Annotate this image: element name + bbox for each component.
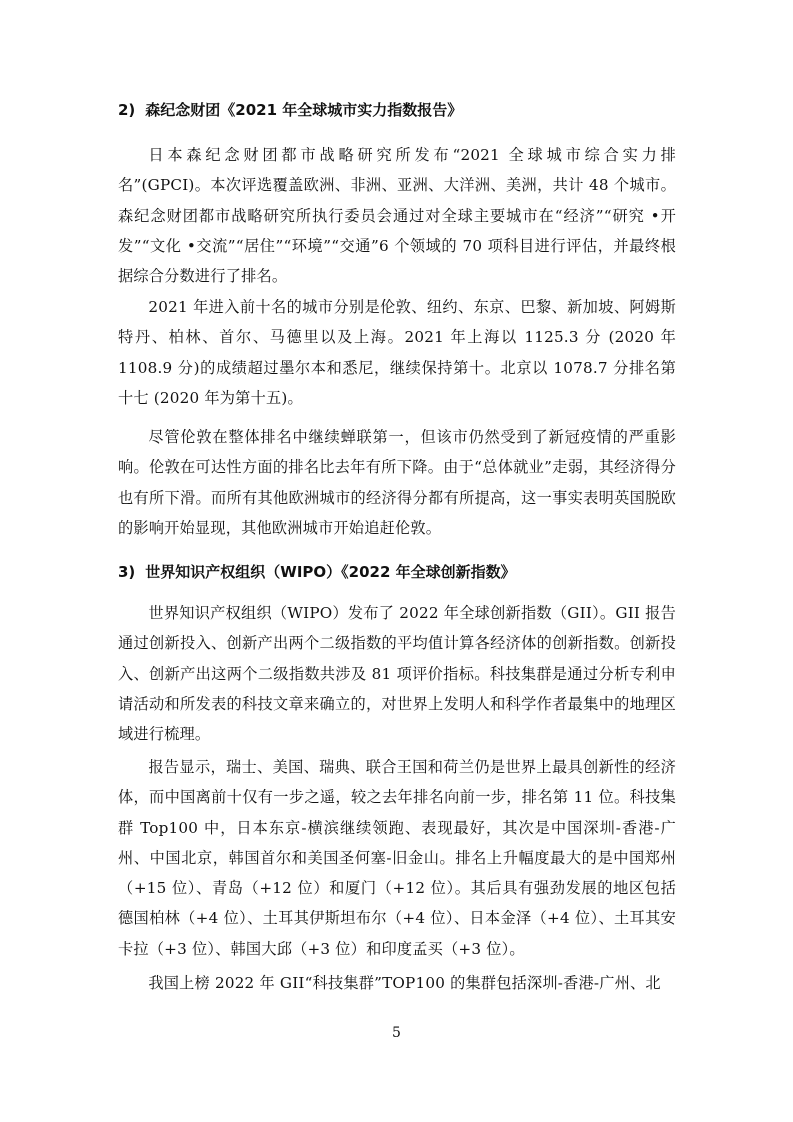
section-3-title: 世界知识产权组织（WIPO）《2022 年全球创新指数》 xyxy=(145,563,516,581)
section-3-paragraph-2: 报告显示，瑞士、美国、瑞典、联合王国和荷兰仍是世界上最具创新性的经济体，而中国离前十仅有一步之遥，较之去年排名向前一步，排名第 11 位。科技集群 Top100 中，日本东京-横滨继续领跑、表现最好，其次是中国深圳-香港-广州、中国北京，韩国首尔和美国圣何塞-旧金山。排名上升幅度最大的是中国郑州（+15 位）、青岛（+12 位）和厦门（+12 位）。其后具有强劲发展的地区包括德国柏林（+4 位）、土耳其伊斯坦布尔（+4 位）、日本金泽（+4 位）、土耳其安卡拉（+3 位）、韩国大邱（+3 位）和印度孟买（+3 位）。 xyxy=(118,758,676,958)
section-2-number: 2) xyxy=(118,101,136,119)
section-3-paragraph-1: 世界知识产权组织（WIPO）发布了 2022 年全球创新指数（GII）。GII 报告通过创新投入、创新产出两个二级指数的平均值计算各经济体的创新指数。创新投入、创新产出这两个二级指数共涉及 81 项评价指标。科技集群是通过分析专利申请活动和所发表的科技文章来确立的，对世界上发明人和科学作者最集中的地理区域进行梳理。 xyxy=(118,604,676,744)
page-number: 5 xyxy=(392,1025,401,1041)
section-2-paragraph-3: 尽管伦敦在整体排名中继续蝉联第一，但该市仍然受到了新冠疫情的严重影响。伦敦在可达性方面的排名比去年有所下降。由于“总体就业”走弱，其经济得分也有所下滑。而所有其他欧洲城市的经济得分都有所提高，这一事实表明英国脱欧的影响开始显现，其他欧洲城市开始追赶伦敦。 xyxy=(118,428,676,537)
section-2-paragraph-2: 2021 年进入前十名的城市分别是伦敦、纽约、东京、巴黎、新加坡、阿姆斯特丹、柏林、首尔、马德里以及上海。2021 年上海以 1125.3 分 (2020 年 1108.9 分)的成绩超过墨尔本和悉尼，继续保持第十。北京以 1078.7 分排名第十七 (2020 年为第十五)。 xyxy=(118,298,676,407)
section-2-heading xyxy=(118,100,462,120)
section-3-heading xyxy=(118,562,516,582)
section-3-number: 3) xyxy=(118,563,136,581)
section-3-paragraph-3: 我国上榜 2022 年 GII“科技集群”TOP100 的集群包括深圳-香港-广州、北 xyxy=(148,974,661,992)
section-2-paragraph-1: 日本森纪念财团都市战略研究所发布“2021 全球城市综合实力排名”(GPCI)。本次评选覆盖欧洲、非洲、亚洲、大洋洲、美洲，共计 48 个城市。森纪念财团都市战略研究所执行委员会通过对全球主要城市在“经济”“研究 •开发”“文化 •交流”“居住”“环境”“交通”6 个领域的 70 项科目进行评估，并最终根据综合分数进行了排名。 xyxy=(118,146,676,286)
section-2-title: 森纪念财团《2021 年全球城市实力指数报告》 xyxy=(145,101,463,119)
